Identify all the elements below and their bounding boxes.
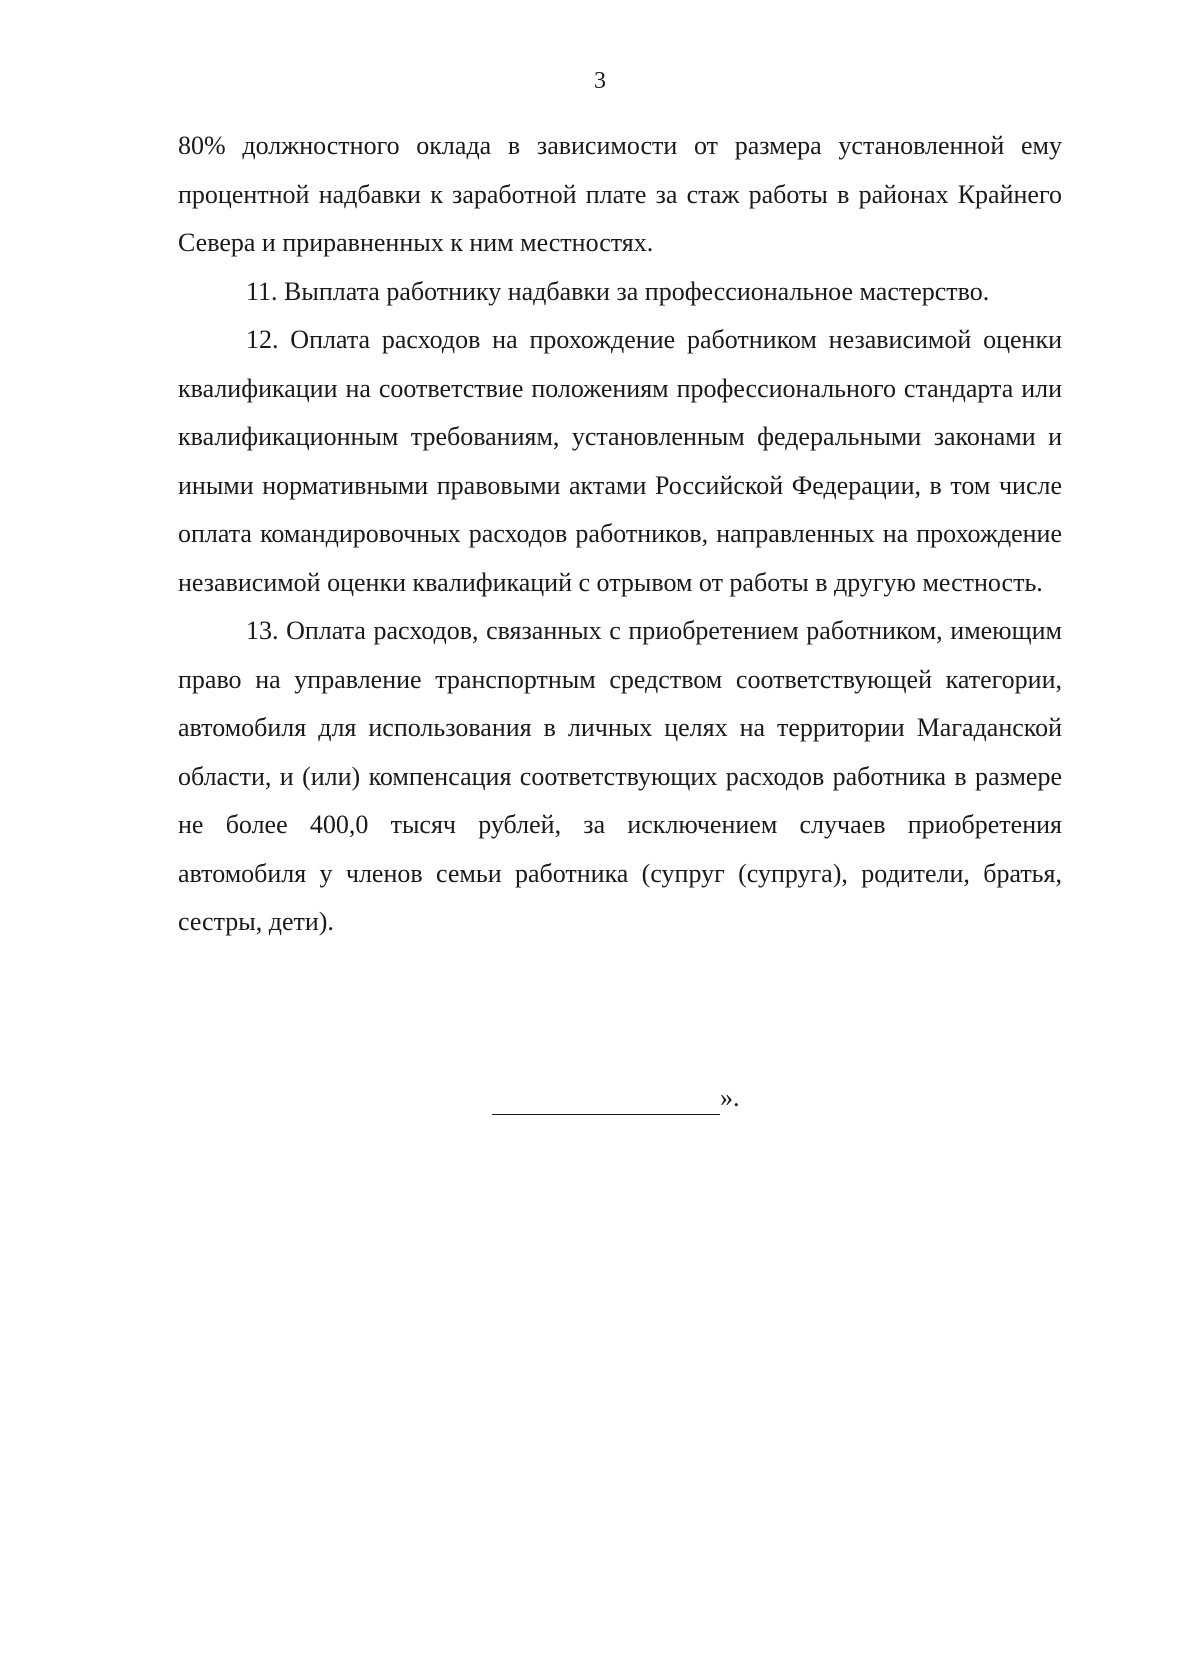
paragraph-continuation: 80% должностного оклада в зависимости от размера установленной ему процентной надбавки к заработной плате за стаж работы в районах Крайнего Севера и приравненных к ним местностях. [178, 131, 1062, 257]
closing-underline [492, 1086, 720, 1115]
document-body [178, 122, 1062, 947]
page-number: 3 [594, 68, 606, 94]
closing-line [492, 1081, 740, 1115]
paragraph-13: 13. Оплата расходов, связанных с приобретением работником, имеющим право на управление транспортным средством соответствующей категории, автомобиля для использования в личных целях на территории Магаданской области, и (или) компенсация соответствующих расходов работника в размере не более 400,0 тысяч рублей, за исключением случаев приобретения автомобиля у членов семьи работника (супруг (супруга), родители, братья, сестры, дети). [178, 616, 1062, 936]
closing-quote: ». [720, 1083, 740, 1112]
paragraph-12: 12. Оплата расходов на прохождение работником независимой оценки квалификации на соответствие положениям профессионального стандарта или квалификационным требованиям, установленным федеральными законами и иными нормативными правовыми актами Российской Федерации, в том числе оплата командировочных расходов работников, направленных на прохождение независимой оценки квалификаций с отрывом от работы в другую местность. [178, 325, 1062, 597]
paragraph-11: 11. Выплата работнику надбавки за профессиональное мастерство. [246, 276, 990, 306]
